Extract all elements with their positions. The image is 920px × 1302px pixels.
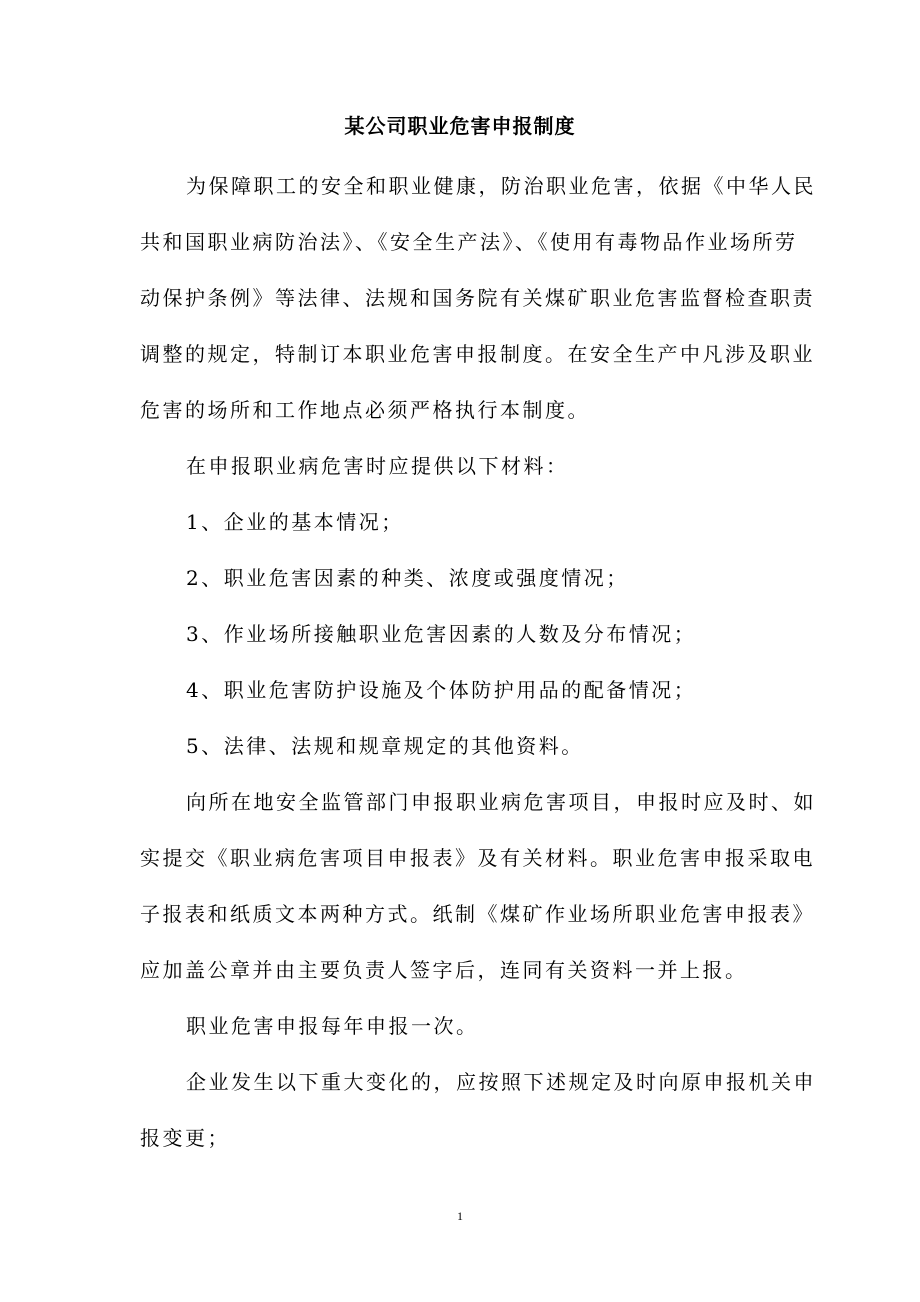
- paragraph-line: 实提交《职业病危害项目申报表》及有关材料。职业危害申报采取电: [140, 846, 815, 870]
- paragraph-line: 为保障职工的安全和职业健康，防治职业危害，依据《中华人民: [186, 174, 816, 198]
- paragraph-line: 应加盖公章并由主要负责人签字后，连同有关资料一并上报。: [140, 958, 748, 982]
- paragraph-line: 企业发生以下重大变化的，应按照下述规定及时向原申报机关申: [186, 1070, 816, 1094]
- list-item: 3、作业场所接触职业危害因素的人数及分布情况；: [186, 622, 697, 646]
- list-item: 5、法律、法规和规章规定的其他资料。: [186, 734, 584, 758]
- paragraph-line: 报变更；: [140, 1126, 230, 1150]
- list-item: 4、职业危害防护设施及个体防护用品的配备情况；: [186, 678, 697, 702]
- paragraph-line: 危害的场所和工作地点必须严格执行本制度。: [140, 398, 590, 422]
- list-item: 2、职业危害因素的种类、浓度或强度情况；: [186, 566, 629, 590]
- paragraph-line: 在申报职业病危害时应提供以下材料：: [186, 454, 569, 478]
- list-item: 1、企业的基本情况；: [186, 510, 404, 534]
- paragraph-line: 子报表和纸质文本两种方式。纸制《煤矿作业场所职业危害申报表》: [140, 902, 815, 926]
- paragraph-line: 向所在地安全监管部门申报职业病危害项目，申报时应及时、如: [186, 790, 816, 814]
- paragraph-line: 共和国职业病防治法》、《安全生产法》、《使用有毒物品作业场所劳: [140, 230, 798, 254]
- paragraph-line: 职业危害申报每年申报一次。: [186, 1014, 479, 1038]
- document-title: 某公司职业危害申报制度: [344, 114, 576, 138]
- paragraph-line: 调整的规定，特制订本职业危害申报制度。在安全生产中凡涉及职业: [140, 342, 815, 366]
- page-number: 1: [457, 1209, 463, 1223]
- paragraph-line: 动保护条例》等法律、法规和国务院有关煤矿职业危害监督检查职责: [140, 286, 815, 310]
